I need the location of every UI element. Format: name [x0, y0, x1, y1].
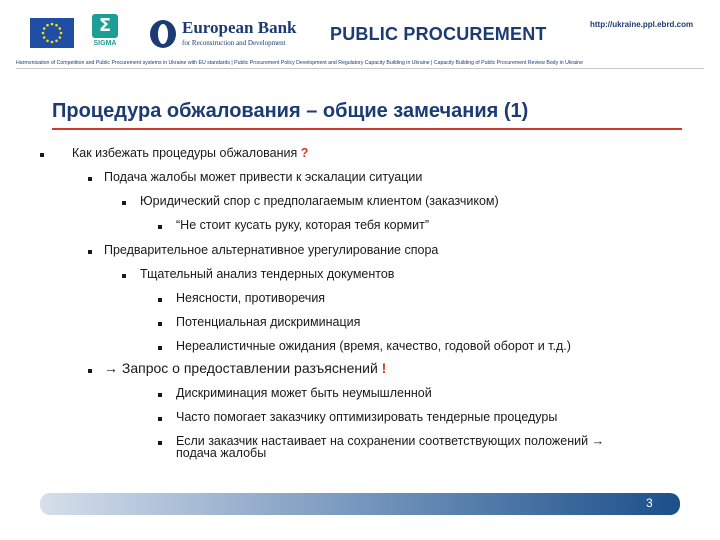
bullet-icon [158, 298, 162, 302]
bullet-icon [158, 346, 162, 350]
sigma-logo [86, 14, 124, 54]
bullet-item: Если заказчик настаивает на сохранении соответствующих положений → [176, 434, 605, 448]
bullet-item: Неясности, противоречия [176, 291, 326, 305]
bullet-item: Нереалистичные ожидания (время, качество, годовой оборот и т.д.) [176, 339, 571, 353]
sigma-symbol-icon: Σ [92, 14, 118, 38]
page-number: 3 [646, 496, 653, 510]
bullet-icon [158, 225, 162, 229]
bullet-icon [88, 177, 92, 181]
eu-flag-logo [30, 18, 74, 48]
sigma-label: SIGMA [93, 40, 117, 47]
bullet-icon [122, 274, 126, 278]
bullet-item: Юридический спор с предполагаемым клиентом (заказчиком) [140, 194, 499, 208]
ebrd-name: European Bank [182, 18, 297, 37]
bullet-icon [158, 441, 162, 445]
header-tagline: Harmonisation of Competition and Public Procurement systems in Ukraine with EU standards | Public Procurement Policy Development and Regulatory Capacity Building in Ukraine | Capacity Building of Public Procurement Review Body in Ukraine [16, 60, 583, 66]
bullet-item: → Запрос о предоставлении разъяснений ! [104, 360, 387, 376]
arrow-right-icon: → [104, 360, 118, 376]
header-divider [16, 68, 704, 69]
bullet-icon [88, 369, 92, 373]
bullet-icon [122, 201, 126, 205]
bullet-item: Потенциальная дискриминация [176, 315, 361, 329]
project-url: http://ukraine.ppl.ebrd.com [590, 20, 694, 29]
bullet-icon [158, 417, 162, 421]
bullet-item: Часто помогает заказчику оптимизировать тендерные процедуры [176, 410, 558, 424]
question-mark: ? [300, 146, 309, 160]
bullet-item: Предварительное альтернативное урегулирование спора [104, 243, 439, 257]
arrow-right-icon: → [591, 434, 605, 448]
bullet-icon [158, 322, 162, 326]
ebrd-emblem-icon [150, 20, 176, 48]
exclamation-mark: ! [381, 360, 387, 376]
bullet-icon [88, 250, 92, 254]
bullet-item: Как избежать процедуры обжалования ? [72, 146, 309, 160]
eu-stars-icon [30, 18, 74, 48]
ebrd-logo [150, 18, 300, 52]
ebrd-subtitle: for Reconstruction and Development [182, 39, 286, 47]
program-title: PUBLIC PROCUREMENT [330, 24, 547, 44]
bullet-item: Подача жалобы может привести к эскалации ситуации [104, 170, 423, 184]
bullet-item-continuation: подача жалобы [176, 446, 267, 460]
bullet-icon [158, 393, 162, 397]
bullet-item: Дискриминация может быть неумышленной [176, 386, 432, 400]
bullet-item: “Не стоит кусать руку, которая тебя кормит” [176, 218, 430, 232]
bullet-icon [40, 153, 44, 157]
title-underline [52, 128, 682, 130]
bullet-item: Тщательный анализ тендерных документов [140, 267, 395, 281]
footer-bar [40, 493, 680, 515]
slide-title: Процедура обжалования – общие замечания (1) [52, 100, 529, 122]
